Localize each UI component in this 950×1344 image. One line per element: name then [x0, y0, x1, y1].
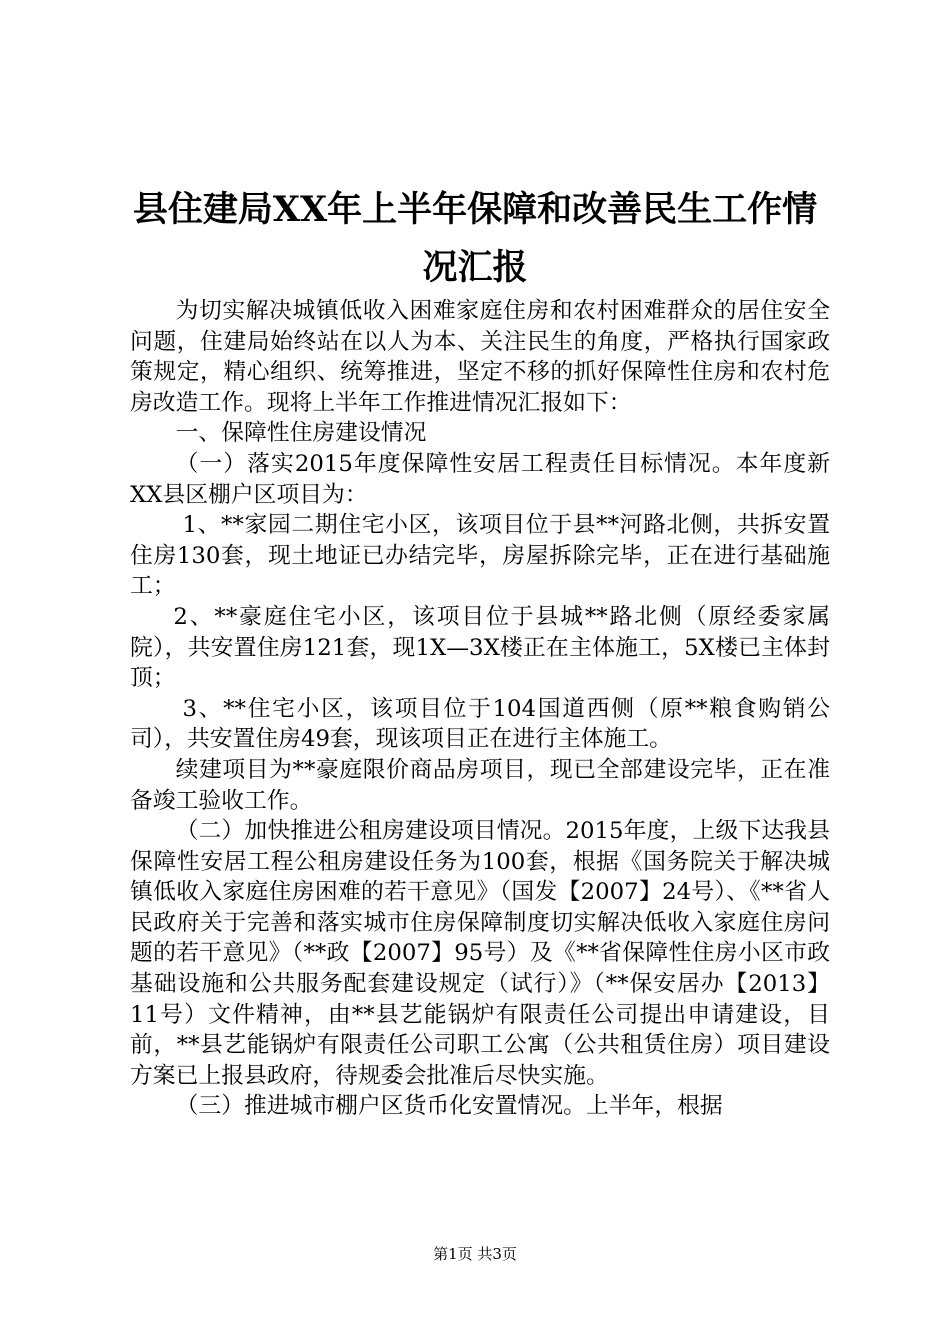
- paragraph-subsection-2: （二）加快推进公租房建设项目情况。2015年度，上级下达我县保障性安居工程公租房建设任务为100套，根据《国务院关于解决城镇低收入家庭住房困难的若干意见》（国发【2007】24号）、《**省人民政府关于完善和落实城市住房保障制度切实解决低收入家庭住房问题的若干意见》（**政【2007】95号）及《**省保障性住房小区市政基础设施和公共服务配套建设规定（试行）》（**保安居办【2013】11号）文件精神，由**县艺能锅炉有限责任公司提出申请建设，目前，**县艺能锅炉有限责任公司职工公寓（公共租赁住房）项目建设方案已上报县政府，待规委会批准后尽快实施。: [130, 818, 830, 1089]
- paragraph-item-3: 3、**住宅小区，该项目位于104国道西侧（原**粮食购销公司），共安置住房49套，现该项目正在进行主体施工。: [130, 695, 830, 753]
- section-heading-1: 一、保障性住房建设情况: [175, 420, 427, 447]
- document-title-line-1: 县住建局XX年上半年保障和改善民生工作情: [132, 189, 818, 230]
- document-body: [130, 296, 830, 1122]
- paragraph-intro: 为切实解决城镇低收入困难家庭住房和农村困难群众的居住安全问题，住建局始终站在以人为本、关注民生的角度，严格执行国家政策规定，精心组织、统筹推进，坚定不移的抓好保障性住房和农村危房改造工作。现将上半年工作推进情况汇报如下：: [130, 298, 830, 416]
- paragraph-continuing-project: 续建项目为**豪庭限价商品房项目，现已全部建设完毕，正在准备竣工验收工作。: [130, 756, 830, 814]
- paragraph-item-1: 1、**家园二期住宅小区，该项目位于县**河路北侧，共拆安置住房130套，现土地证已办结完毕，房屋拆除完毕，正在进行基础施工；: [130, 512, 830, 600]
- paragraph-subsection-1: （一）落实2015年度保障性安居工程责任目标情况。本年度新XX县区棚户区项目为：: [130, 450, 830, 508]
- document-title-line-2: 况汇报: [422, 247, 528, 288]
- page-number-footer: 第1页 共3页: [433, 1245, 517, 1263]
- paragraph-subsection-3: （三）推进城市棚户区货币化安置情况。上半年，根据: [175, 1093, 723, 1120]
- paragraph-item-2: 2、**豪庭住宅小区，该项目位于县城**路北侧（原经委家属院），共安置住房121套，现1X—3X楼正在主体施工，5X楼已主体封顶；: [130, 603, 830, 692]
